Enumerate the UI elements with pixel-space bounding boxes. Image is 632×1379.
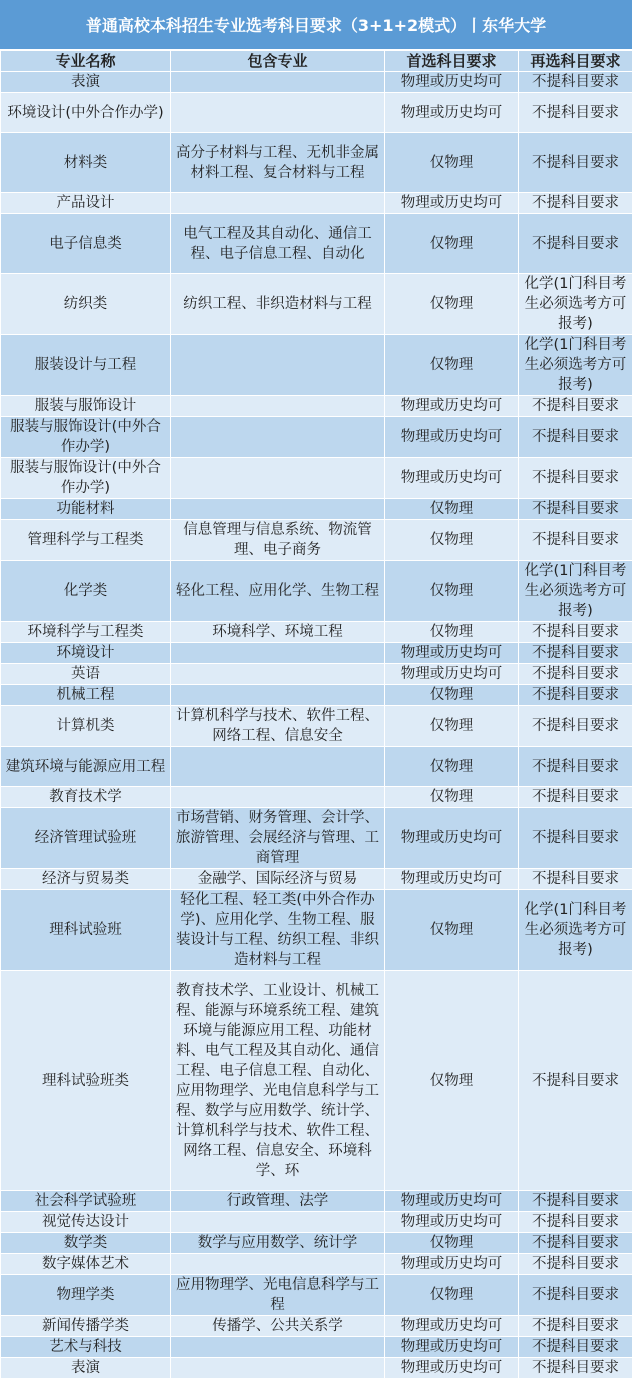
first-subject-cell: 物理或历史均可 bbox=[385, 396, 519, 417]
major-name-cell: 物理学类 bbox=[1, 1275, 171, 1316]
major-name-cell: 表演 bbox=[1, 1358, 171, 1379]
included-majors-cell: 应用物理学、光电信息科学与工程 bbox=[171, 1275, 385, 1316]
table-row bbox=[1, 1233, 632, 1254]
major-name-cell: 管理科学与工程类 bbox=[1, 520, 171, 561]
second-subject-cell: 化学(1门科目考生必须选考方可报考) bbox=[519, 335, 632, 396]
table-header-row bbox=[1, 51, 632, 72]
second-subject-cell: 不提科目要求 bbox=[519, 1275, 632, 1316]
second-subject-cell: 不提科目要求 bbox=[519, 1233, 632, 1254]
table-row bbox=[1, 335, 632, 396]
table-row bbox=[1, 93, 632, 133]
first-subject-cell: 仅物理 bbox=[385, 561, 519, 622]
included-majors-cell bbox=[171, 1254, 385, 1275]
second-subject-cell: 不提科目要求 bbox=[519, 520, 632, 561]
included-majors-cell bbox=[171, 1337, 385, 1358]
first-subject-cell: 仅物理 bbox=[385, 971, 519, 1191]
second-subject-cell: 不提科目要求 bbox=[519, 1358, 632, 1379]
included-majors-cell bbox=[171, 193, 385, 214]
major-name-cell: 数字媒体艺术 bbox=[1, 1254, 171, 1275]
second-subject-cell: 不提科目要求 bbox=[519, 214, 632, 274]
first-subject-cell: 仅物理 bbox=[385, 622, 519, 643]
second-subject-cell: 不提科目要求 bbox=[519, 971, 632, 1191]
major-name-cell: 服装与服饰设计(中外合作办学) bbox=[1, 417, 171, 458]
second-subject-cell: 不提科目要求 bbox=[519, 193, 632, 214]
first-subject-cell: 仅物理 bbox=[385, 133, 519, 193]
included-majors-cell: 教育技术学、工业设计、机械工程、能源与环境系统工程、建筑环境与能源应用工程、功能材料、电气工程及其自动化、通信工程、电子信息工程、自动化、应用物理学、光电信息科学与工程、数学与应用数学、统计学、计算机科学与技术、软件工程、网络工程、信息安全、环境科学、环 bbox=[171, 971, 385, 1191]
included-majors-cell bbox=[171, 1358, 385, 1379]
first-subject-cell: 仅物理 bbox=[385, 335, 519, 396]
major-name-cell: 视觉传达设计 bbox=[1, 1212, 171, 1233]
requirements-table bbox=[0, 50, 632, 1379]
table-row bbox=[1, 274, 632, 335]
first-subject-cell: 物理或历史均可 bbox=[385, 1358, 519, 1379]
table-row bbox=[1, 458, 632, 499]
included-majors-cell bbox=[171, 1212, 385, 1233]
included-majors-cell bbox=[171, 499, 385, 520]
major-name-cell: 服装设计与工程 bbox=[1, 335, 171, 396]
first-subject-cell: 仅物理 bbox=[385, 890, 519, 971]
second-subject-cell: 不提科目要求 bbox=[519, 499, 632, 520]
table-row bbox=[1, 1191, 632, 1212]
major-name-cell: 产品设计 bbox=[1, 193, 171, 214]
table-row bbox=[1, 1316, 632, 1337]
first-subject-cell: 物理或历史均可 bbox=[385, 1337, 519, 1358]
header-first-subject: 首选科目要求 bbox=[385, 51, 519, 72]
included-majors-cell: 轻化工程、轻工类(中外合作办学)、应用化学、生物工程、服装设计与工程、纺织工程、非织造材料与工程 bbox=[171, 890, 385, 971]
first-subject-cell: 仅物理 bbox=[385, 1233, 519, 1254]
major-name-cell: 理科试验班类 bbox=[1, 971, 171, 1191]
first-subject-cell: 物理或历史均可 bbox=[385, 72, 519, 93]
included-majors-cell: 市场营销、财务管理、会计学、旅游管理、会展经济与管理、工商管理 bbox=[171, 808, 385, 869]
major-name-cell: 教育技术学 bbox=[1, 787, 171, 808]
first-subject-cell: 仅物理 bbox=[385, 214, 519, 274]
included-majors-cell bbox=[171, 417, 385, 458]
second-subject-cell: 化学(1门科目考生必须选考方可报考) bbox=[519, 274, 632, 335]
first-subject-cell: 物理或历史均可 bbox=[385, 1316, 519, 1337]
major-name-cell: 环境设计 bbox=[1, 643, 171, 664]
second-subject-cell: 不提科目要求 bbox=[519, 417, 632, 458]
included-majors-cell: 信息管理与信息系统、物流管理、电子商务 bbox=[171, 520, 385, 561]
second-subject-cell: 不提科目要求 bbox=[519, 706, 632, 747]
second-subject-cell: 不提科目要求 bbox=[519, 1316, 632, 1337]
second-subject-cell: 不提科目要求 bbox=[519, 685, 632, 706]
included-majors-cell bbox=[171, 458, 385, 499]
first-subject-cell: 物理或历史均可 bbox=[385, 458, 519, 499]
table-row bbox=[1, 664, 632, 685]
included-majors-cell: 数学与应用数学、统计学 bbox=[171, 1233, 385, 1254]
second-subject-cell: 不提科目要求 bbox=[519, 643, 632, 664]
included-majors-cell: 传播学、公共关系学 bbox=[171, 1316, 385, 1337]
table-row bbox=[1, 1275, 632, 1316]
major-name-cell: 功能材料 bbox=[1, 499, 171, 520]
table-row bbox=[1, 706, 632, 747]
table-row bbox=[1, 193, 632, 214]
first-subject-cell: 仅物理 bbox=[385, 499, 519, 520]
major-name-cell: 建筑环境与能源应用工程 bbox=[1, 747, 171, 787]
major-name-cell: 社会科学试验班 bbox=[1, 1191, 171, 1212]
major-name-cell: 数学类 bbox=[1, 1233, 171, 1254]
first-subject-cell: 物理或历史均可 bbox=[385, 643, 519, 664]
major-name-cell: 经济管理试验班 bbox=[1, 808, 171, 869]
included-majors-cell bbox=[171, 664, 385, 685]
second-subject-cell: 化学(1门科目考生必须选考方可报考) bbox=[519, 561, 632, 622]
included-majors-cell bbox=[171, 747, 385, 787]
second-subject-cell: 不提科目要求 bbox=[519, 396, 632, 417]
included-majors-cell: 计算机科学与技术、软件工程、网络工程、信息安全 bbox=[171, 706, 385, 747]
second-subject-cell: 不提科目要求 bbox=[519, 747, 632, 787]
table-row bbox=[1, 890, 632, 971]
second-subject-cell: 不提科目要求 bbox=[519, 808, 632, 869]
major-name-cell: 机械工程 bbox=[1, 685, 171, 706]
table-row bbox=[1, 133, 632, 193]
first-subject-cell: 仅物理 bbox=[385, 747, 519, 787]
major-name-cell: 新闻传播学类 bbox=[1, 1316, 171, 1337]
table-row bbox=[1, 214, 632, 274]
table-row bbox=[1, 1337, 632, 1358]
major-name-cell: 化学类 bbox=[1, 561, 171, 622]
header-major-name: 专业名称 bbox=[1, 51, 171, 72]
major-name-cell: 计算机类 bbox=[1, 706, 171, 747]
first-subject-cell: 物理或历史均可 bbox=[385, 808, 519, 869]
included-majors-cell: 轻化工程、应用化学、生物工程 bbox=[171, 561, 385, 622]
header-included-majors: 包含专业 bbox=[171, 51, 385, 72]
second-subject-cell: 不提科目要求 bbox=[519, 787, 632, 808]
table-row bbox=[1, 971, 632, 1191]
table-row bbox=[1, 72, 632, 93]
second-subject-cell: 不提科目要求 bbox=[519, 72, 632, 93]
table-row bbox=[1, 1212, 632, 1233]
included-majors-cell: 环境科学、环境工程 bbox=[171, 622, 385, 643]
major-name-cell: 理科试验班 bbox=[1, 890, 171, 971]
table-row bbox=[1, 869, 632, 890]
included-majors-cell: 高分子材料与工程、无机非金属材料工程、复合材料与工程 bbox=[171, 133, 385, 193]
table-row bbox=[1, 520, 632, 561]
second-subject-cell: 不提科目要求 bbox=[519, 1254, 632, 1275]
header-second-subject: 再选科目要求 bbox=[519, 51, 632, 72]
major-name-cell: 英语 bbox=[1, 664, 171, 685]
table-row bbox=[1, 685, 632, 706]
second-subject-cell: 不提科目要求 bbox=[519, 458, 632, 499]
first-subject-cell: 仅物理 bbox=[385, 685, 519, 706]
major-name-cell: 服装与服饰设计 bbox=[1, 396, 171, 417]
included-majors-cell bbox=[171, 685, 385, 706]
first-subject-cell: 仅物理 bbox=[385, 1275, 519, 1316]
first-subject-cell: 物理或历史均可 bbox=[385, 1191, 519, 1212]
table-row bbox=[1, 561, 632, 622]
major-name-cell: 表演 bbox=[1, 72, 171, 93]
table-row bbox=[1, 417, 632, 458]
included-majors-cell bbox=[171, 396, 385, 417]
first-subject-cell: 仅物理 bbox=[385, 706, 519, 747]
second-subject-cell: 不提科目要求 bbox=[519, 1212, 632, 1233]
table-row bbox=[1, 499, 632, 520]
second-subject-cell: 不提科目要求 bbox=[519, 1337, 632, 1358]
included-majors-cell: 纺织工程、非织造材料与工程 bbox=[171, 274, 385, 335]
table-row bbox=[1, 643, 632, 664]
major-name-cell: 环境设计(中外合作办学) bbox=[1, 93, 171, 133]
included-majors-cell: 电气工程及其自动化、通信工程、电子信息工程、自动化 bbox=[171, 214, 385, 274]
table-row bbox=[1, 808, 632, 869]
first-subject-cell: 仅物理 bbox=[385, 787, 519, 808]
table-row bbox=[1, 396, 632, 417]
included-majors-cell bbox=[171, 643, 385, 664]
table-body bbox=[1, 72, 632, 1379]
major-name-cell: 环境科学与工程类 bbox=[1, 622, 171, 643]
major-name-cell: 经济与贸易类 bbox=[1, 869, 171, 890]
table-row bbox=[1, 622, 632, 643]
major-name-cell: 服装与服饰设计(中外合作办学) bbox=[1, 458, 171, 499]
table-row bbox=[1, 787, 632, 808]
first-subject-cell: 物理或历史均可 bbox=[385, 1254, 519, 1275]
major-name-cell: 纺织类 bbox=[1, 274, 171, 335]
second-subject-cell: 不提科目要求 bbox=[519, 622, 632, 643]
second-subject-cell: 不提科目要求 bbox=[519, 869, 632, 890]
table-row bbox=[1, 747, 632, 787]
first-subject-cell: 物理或历史均可 bbox=[385, 869, 519, 890]
table-row bbox=[1, 1254, 632, 1275]
major-name-cell: 艺术与科技 bbox=[1, 1337, 171, 1358]
first-subject-cell: 仅物理 bbox=[385, 520, 519, 561]
second-subject-cell: 不提科目要求 bbox=[519, 93, 632, 133]
first-subject-cell: 物理或历史均可 bbox=[385, 664, 519, 685]
second-subject-cell: 不提科目要求 bbox=[519, 664, 632, 685]
page-title: 普通高校本科招生专业选考科目要求（3+1+2模式）丨东华大学 bbox=[0, 0, 632, 50]
included-majors-cell bbox=[171, 787, 385, 808]
included-majors-cell bbox=[171, 72, 385, 93]
included-majors-cell: 金融学、国际经济与贸易 bbox=[171, 869, 385, 890]
major-name-cell: 材料类 bbox=[1, 133, 171, 193]
first-subject-cell: 物理或历史均可 bbox=[385, 417, 519, 458]
first-subject-cell: 物理或历史均可 bbox=[385, 93, 519, 133]
first-subject-cell: 仅物理 bbox=[385, 274, 519, 335]
included-majors-cell: 行政管理、法学 bbox=[171, 1191, 385, 1212]
first-subject-cell: 物理或历史均可 bbox=[385, 193, 519, 214]
major-name-cell: 电子信息类 bbox=[1, 214, 171, 274]
first-subject-cell: 物理或历史均可 bbox=[385, 1212, 519, 1233]
second-subject-cell: 不提科目要求 bbox=[519, 133, 632, 193]
second-subject-cell: 不提科目要求 bbox=[519, 1191, 632, 1212]
included-majors-cell bbox=[171, 335, 385, 396]
second-subject-cell: 化学(1门科目考生必须选考方可报考) bbox=[519, 890, 632, 971]
included-majors-cell bbox=[171, 93, 385, 133]
table-row bbox=[1, 1358, 632, 1379]
